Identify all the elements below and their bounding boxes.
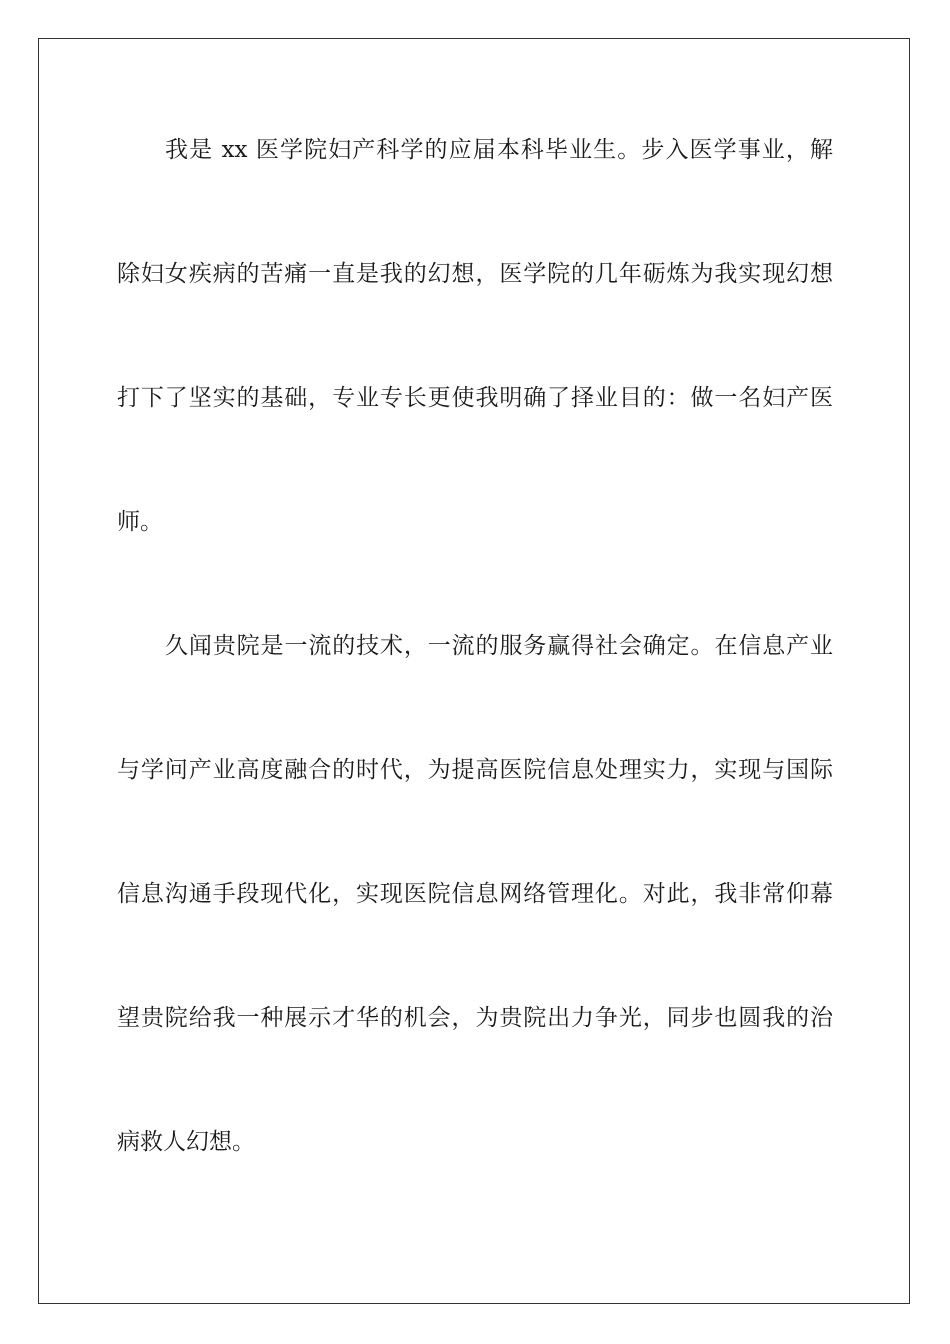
page-border (38, 38, 910, 1304)
paragraph-2-line-2: 与学问产业高度融合的时代，为提高医院信息处理实力，实现与国际 (117, 757, 833, 783)
paragraph-2-line-5: 病救人幻想。 (117, 1129, 255, 1155)
paragraph-1-line-3: 打下了坚实的基础，专业专长更使我明确了择业目的：做一名妇产医 (117, 385, 833, 411)
paragraph-2-line-4: 望贵院给我一种展示才华的机会，为贵院出力争光，同步也圆我的治 (117, 1005, 833, 1031)
paragraph-1-line-2: 除妇女疾病的苦痛一直是我的幻想，医学院的几年砺炼为我实现幻想 (117, 261, 833, 287)
paragraph-1-line-1: 我是 xx 医学院妇产科学的应届本科毕业生。步入医学事业，解 (165, 137, 833, 163)
paragraph-2-line-1: 久闻贵院是一流的技术，一流的服务赢得社会确定。在信息产业 (165, 633, 833, 659)
paragraph-1-line-4: 师。 (117, 509, 163, 535)
paragraph-2-line-3: 信息沟通手段现代化，实现医院信息网络管理化。对此，我非常仰幕 (117, 881, 833, 907)
